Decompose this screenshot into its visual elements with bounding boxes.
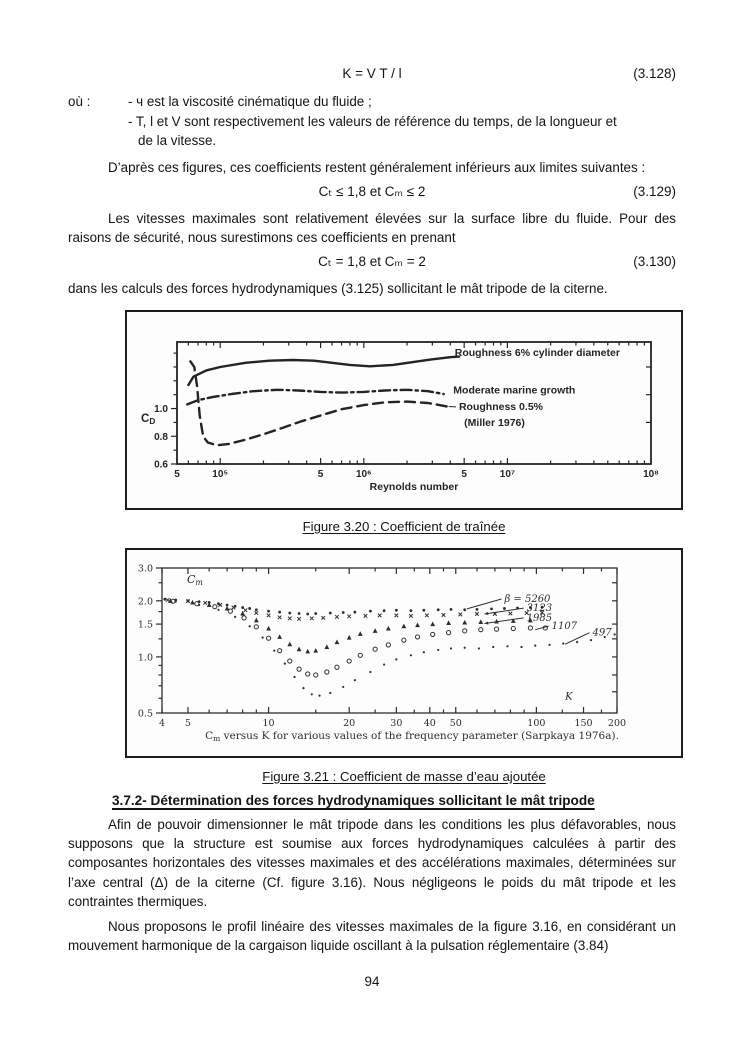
equation-3-130-number: (3.130) [633,254,676,270]
svg-text:Moderate marine growth: Moderate marine growth [453,383,576,396]
svg-text:200: 200 [607,717,627,729]
svg-text:1.0: 1.0 [137,652,153,664]
where-item-references-cont: de la vitesse. [138,133,217,148]
svg-text:5: 5 [174,468,180,480]
svg-text:2.0: 2.0 [137,596,153,608]
where-label: où : [68,94,91,109]
svg-text:Cm versus K for various values: Cm versus K for various values of the frequency parameter (Sarpkaya 1976a). [205,729,619,743]
svg-text:4: 4 [158,717,166,729]
equation-3-130 [68,252,676,271]
paragraph-vitesses: Les vitesses maximales sont relativement élevées sur la surface libre du fluide. Pour des raisons de sécurité, nous surestimons ces coefficients en prenant [68,210,676,246]
svg-text:10⁵: 10⁵ [212,468,229,480]
section-heading-3-7-2: 3.7.2- Détermination des forces hydrodynamiques sollicitant le mât tripode [112,792,595,808]
figure-3-20-caption: Figure 3.20 : Coefficient de traînée [302,518,506,534]
svg-text:150: 150 [574,717,593,729]
svg-text:Reynolds number: Reynolds number [369,480,459,493]
where-item-viscosity: - ч est la viscosité cinématique du fluide ; [128,94,372,109]
equation-3-129-expr: Cₜ ≤ 1,8 et Cₘ ≤ 2 [318,183,426,199]
svg-text:40: 40 [423,717,436,729]
where-items [128,92,676,151]
svg-text:1985: 1985 [526,612,553,624]
equation-3-130-expr: Cₜ = 1,8 et Cₘ = 2 [318,254,426,270]
svg-text:10⁸: 10⁸ [643,468,659,480]
svg-text:K: K [565,691,573,703]
svg-text:20: 20 [343,717,356,729]
svg-text:β = 5260: β = 5260 [504,593,551,605]
svg-text:50: 50 [449,717,462,729]
paragraph-dapres: D’après ces figures, ces coefficients restent généralement inférieurs aux limites suivantes : [108,159,646,175]
where-item-references: - T, l et V sont respectivement les valeurs de référence du temps, de la longueur et [128,113,617,129]
figure-3-21-caption: Figure 3.21 : Coefficient de masse d’eau ajoutée [262,768,546,784]
svg-text:5: 5 [461,468,467,480]
equation-3-128-expr: K = V T / l [342,66,402,81]
equation-3-129 [68,182,676,201]
svg-text:1.5: 1.5 [137,619,153,631]
svg-text:1107: 1107 [551,620,578,632]
svg-text:CD: CD [141,412,156,426]
svg-text:10⁷: 10⁷ [499,468,516,480]
paragraph-afin: Afin de pouvoir dimensionner le mât tripode dans les conditions les plus défavorables, nous supposons que la structure est soumise aux forces hydrodynamiques calculées à partir des composantes horizontales des vitesses maximales et des accélérations maximales, déterminées sur l’axe central (Δ) de la citerne (Cf. figure 3.16). Nous négligeons le poids du mât tripode et les contraintes thermiques. [68,816,676,909]
where-clause [68,92,676,151]
page-number: 94 [364,973,380,989]
figure-3-20-drag-coefficient-chart [127,312,681,508]
equation-3-128 [68,64,676,83]
svg-text:0.8: 0.8 [154,431,168,443]
svg-text:(Miller 1976): (Miller 1976) [464,416,525,429]
svg-text:Roughness 0.5%: Roughness 0.5% [458,400,544,413]
svg-text:1.0: 1.0 [154,403,168,415]
svg-text:0.5: 0.5 [137,708,153,720]
svg-text:3.0: 3.0 [137,563,153,575]
svg-text:Cm: Cm [187,572,203,587]
figure-3-21-frame [125,548,683,758]
figure-3-21-added-mass-chart [127,550,681,756]
svg-text:Roughness 6% cylinder diameter: Roughness 6% cylinder diameter [454,346,620,359]
svg-text:100: 100 [527,717,546,729]
svg-text:5: 5 [317,468,324,480]
svg-text:10⁶: 10⁶ [355,468,372,480]
page-content [0,64,744,989]
svg-text:5: 5 [184,717,191,729]
svg-text:497: 497 [592,627,612,639]
equation-3-128-number: (3.128) [633,66,676,81]
svg-text:0.6: 0.6 [154,459,168,471]
paragraph-calculs: dans les calculs des forces hydrodynamiques (3.125) sollicitant le mât tripode de la citerne. [68,281,608,297]
paragraph-nous: Nous proposons le profil linéaire des vitesses maximales de la figure 3.16, en considérant un mouvement harmonique de la cargaison liquide oscillant à la pulsation réglementaire (3.84) [68,919,676,954]
figure-3-20-frame [125,310,683,510]
svg-text:3123: 3123 [526,602,553,614]
equation-3-129-number: (3.129) [633,183,676,199]
svg-text:10: 10 [262,717,275,729]
svg-text:30: 30 [390,717,403,729]
